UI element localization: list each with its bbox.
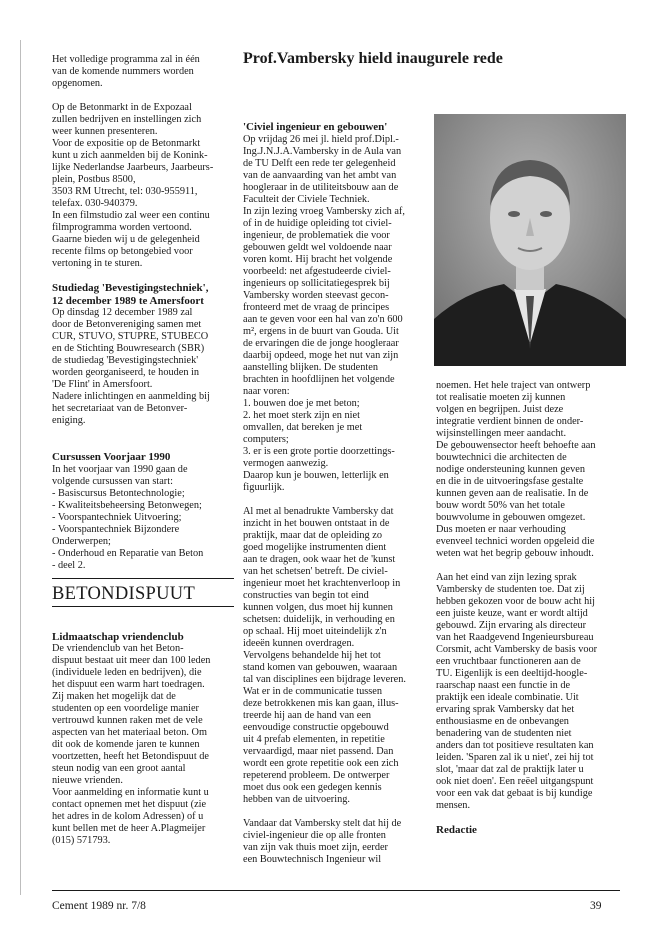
- text-line: Ing.J.N.J.A.Vambersky in de Aula van: [243, 145, 402, 157]
- text-line: CUR, STUVO, STUPRE, STUBECO: [52, 331, 209, 342]
- text-line: ingenieur moet het krachtenverloop in: [243, 577, 401, 589]
- text-line: Voor aanmelding en informatie kunt u: [52, 787, 209, 798]
- text-line: (individuele leden en bedrijven), die: [52, 667, 202, 678]
- text-line: Op de Betonmarkt in de Expozaal: [52, 102, 192, 113]
- article-paragraph-4: [436, 380, 618, 560]
- text-line: leiden. 'Sparen zal ik u niet', zei hij tot: [436, 752, 594, 763]
- text-line: dispuut bestaat uit meer dan 100 leden: [52, 655, 211, 666]
- text-line: kunt bellen met de heer A.Plagmeijer: [52, 823, 206, 834]
- text-line: hebben gekozen voor de bouw acht hij: [436, 596, 595, 607]
- text-line: het dispuut een warm hart toedragen.: [52, 679, 205, 690]
- middle-column: [243, 121, 428, 866]
- text-line: In het voorjaar van 1990 gaan de: [52, 463, 188, 475]
- article-paragraph-5: [436, 572, 618, 812]
- article-subheading: 'Civiel ingenieur en gebouwen': [243, 121, 388, 133]
- text-line: goed mogelijke instrumenten dient: [243, 541, 387, 553]
- text-line: Vervolgens behandelde hij het tot: [243, 649, 381, 661]
- section-heading: BETONDISPUUT: [52, 583, 196, 604]
- lidmaatschap-heading: Lidmaatschap vriendenclub: [52, 630, 184, 643]
- text-line: schetsen: duidelijk, in verhouding en: [243, 613, 395, 625]
- text-line: bouwvolume in gebouwen omgezet.: [436, 512, 586, 523]
- text-line: bouwtechnici die architecten de: [436, 452, 567, 463]
- text-line: telefax. 030-940379.: [52, 198, 138, 209]
- text-line: Onderwerpen;: [52, 535, 111, 547]
- text-line: 3503 RM Utrecht, tel: 030-955911,: [52, 186, 198, 197]
- page-number: 39: [590, 900, 602, 912]
- text-line: - Onderhoud en Reparatie van Beton: [52, 547, 204, 559]
- text-line: slot, 'maar dat zal de praktijk later u: [436, 764, 584, 775]
- text-line: kunt u zich aanmelden bij de Konink-: [52, 150, 208, 161]
- signature: Redactie: [436, 824, 477, 836]
- text-line: vervaardigd, maar niet passend. Dan: [243, 745, 394, 757]
- text-line: ideeën kunnen overdragen.: [243, 637, 355, 649]
- text-line: vermogen aanwezig.: [243, 457, 329, 469]
- text-line: benadering van de studenten niet: [436, 728, 572, 739]
- text-line: weer kunnen presenteren.: [52, 126, 158, 137]
- text-line: wijsinstellingen meer aandacht.: [436, 428, 567, 439]
- text-line: voorbeeld: net afgestudeerde civiel-: [243, 265, 391, 277]
- text-line: kunnen volgen, dus moet hij kunnen: [243, 601, 393, 613]
- text-line: computers;: [243, 433, 289, 445]
- text-line: Op vrijdag 26 mei jl. hield prof.Dipl.-: [243, 133, 399, 145]
- text-line: mensen.: [436, 800, 471, 811]
- text-line: 3. er is een grote portie doorzettings-: [243, 445, 395, 457]
- text-line: steun nodig van een groot aantal: [52, 763, 186, 774]
- betonmarkt-paragraph: [52, 102, 234, 270]
- text-line: kunnen geven aan de realisatie. In de: [436, 488, 589, 499]
- text-line: anders dan tot positieve resultaten kan: [436, 740, 594, 751]
- text-line: lijke Nederlandse Jaarbeurs, Jaarbeurs-: [52, 162, 214, 173]
- text-line: raarschap naast een functie in de: [436, 680, 571, 691]
- text-line: een juiste keuze, want er wordt altijd: [436, 608, 588, 619]
- text-line: en de Stichting Bouwresearch (SBR): [52, 343, 205, 354]
- text-line: filmprogramma worden vertoond.: [52, 222, 192, 233]
- text-line: een vruchtbaar functioneren aan de: [436, 656, 581, 667]
- text-line: Corsmit, acht Vambersky de basis voor: [436, 644, 598, 655]
- text-line: 'De Flint' in Amersfoort.: [52, 379, 153, 390]
- article-paragraph-1: [243, 134, 428, 494]
- text-line: voortzetten, heeft het Betondispuut de: [52, 751, 209, 762]
- text-line: Al met al benadrukte Vambersky dat: [243, 505, 394, 517]
- article-paragraph-2: [243, 506, 428, 806]
- text-line: enthousiasme en de onbevangen: [436, 716, 569, 727]
- text-line: ook niet doen'. Een reëel uitgangspunt: [436, 776, 594, 787]
- text-line: brachten in hoofdlijnen het volgende: [243, 373, 395, 385]
- text-line: In een filmstudio zal weer een continu: [52, 210, 210, 221]
- text-line: (015) 571793.: [52, 835, 111, 846]
- text-line: figuurlijk.: [243, 481, 285, 493]
- text-line: gebouwen geldt wel voldoende naar: [243, 241, 392, 253]
- text-line: stand komen van gebouwen, waaraan: [243, 661, 398, 673]
- text-line: hebben van de uitvoering.: [243, 793, 350, 805]
- text-line: voor een vak dat gebaat is bij kundige: [436, 788, 593, 799]
- text-line: praktijk een ideale combinatie. Uit: [436, 692, 579, 703]
- text-line: repeterend probleem. De ontwerper: [243, 769, 390, 781]
- text-line: van het schetsen' betreft. De civiel-: [243, 565, 388, 577]
- text-line: weten wat het begrip gebouw inhoudt.: [436, 548, 594, 559]
- text-line: Faculteit der Civiele Techniek.: [243, 193, 370, 205]
- text-line: of in de huidige opleiding tot civiel-: [243, 217, 392, 229]
- text-line: - Basiscursus Betontechnologie;: [52, 487, 185, 499]
- text-line: 2. het moet sterk zijn en niet: [243, 409, 360, 421]
- text-line: 1. bouwen doe je met beton;: [243, 397, 360, 409]
- text-line: Daarop kun je bouwen, letterlijk en: [243, 469, 389, 481]
- text-line: Gaarne bieden wij u de gelegenheid: [52, 234, 200, 245]
- text-line: - Voorspantechniek Bijzondere: [52, 523, 180, 535]
- text-line: plein, Postbus 8500,: [52, 174, 136, 185]
- text-line: aanstelling blijken. De studenten: [243, 361, 378, 373]
- text-line: contact opnemen met het dispuut (zie: [52, 799, 207, 810]
- text-line: Vambersky worden steevast gecon-: [243, 289, 389, 301]
- text-line: In zijn lezing vroeg Vambersky zich af,: [243, 205, 405, 217]
- text-line: volgen en begrijpen. Juist deze: [436, 404, 564, 415]
- text-line: Studiedag 'Bevestigingstechniek',: [52, 282, 209, 294]
- text-line: omvallen, dat bereken je met: [243, 421, 363, 433]
- text-line: praktijk, maar dat de opleiding zo: [243, 529, 382, 541]
- article-paragraph-3: [243, 818, 428, 866]
- text-line: tot realisatie moeten zij kunnen: [436, 392, 566, 403]
- text-line: treerde hij aan de hand van een: [243, 709, 372, 721]
- text-line: gebouwd. Zijn ervaring als directeur: [436, 620, 587, 631]
- text-line: uit 4 prefab elementen, in repetitie: [243, 733, 385, 745]
- text-line: nieuwe vrienden.: [52, 775, 123, 786]
- text-line: deze betrokkenen mis kan gaan, illus-: [243, 697, 399, 709]
- text-line: en die in de uitvoeringsfase gestalte: [436, 476, 584, 487]
- cursussen-paragraph: [52, 464, 234, 572]
- text-line: het secretariaat van de Betonver-: [52, 403, 188, 414]
- right-column: [436, 380, 618, 837]
- text-line: van de komende nummers worden: [52, 66, 194, 77]
- text-line: Wat er in de communicatie tussen: [243, 685, 382, 697]
- text-line: vertoning in te sturen.: [52, 258, 143, 269]
- studiedag-paragraph: [52, 307, 234, 427]
- text-line: vertrouwd kunnen raken met de vele: [52, 715, 203, 726]
- text-line: hoogleraar in de utiliteitsbouw aan de: [243, 181, 399, 193]
- text-line: De gebouwensector heeft behoefte aan: [436, 440, 596, 451]
- text-line: civiel-ingenieur die op alle fronten: [243, 829, 386, 841]
- margin-rule: [20, 40, 21, 895]
- lidmaatschap-paragraph: [52, 643, 234, 847]
- text-line: aspecten van het materiaal beton. Om: [52, 727, 207, 738]
- text-line: van het Raadgevend Ingenieursbureau: [436, 632, 594, 643]
- text-line: inzicht in het bouwen ontstaat in de: [243, 517, 390, 529]
- text-line: voren komt. Hij bracht het volgende: [243, 253, 393, 265]
- text-line: de studiedag 'Bevestigingstechniek': [52, 355, 199, 366]
- text-line: ingenieur, de problematiek die voor: [243, 229, 390, 241]
- text-line: Dus moeten er naar verhouding: [436, 524, 566, 535]
- text-line: door de Betonvereniging samen met: [52, 319, 202, 330]
- text-line: aan te geven voor een hal van zo'n 600: [243, 313, 403, 325]
- text-line: daarbij opdeed, moge het nut van zijn: [243, 349, 399, 361]
- text-line: eniging.: [52, 415, 86, 426]
- text-line: TU. Eigenlijk is een deeltijd-hoogle-: [436, 668, 588, 679]
- text-line: wordt een grote repetitie ook een zich: [243, 757, 399, 769]
- text-line: Vandaar dat Vambersky stelt dat hij de: [243, 817, 402, 829]
- text-line: Het volledige programma zal in één: [52, 54, 200, 65]
- text-line: ervaring sprak Vambersky dat het: [436, 704, 575, 715]
- text-line: aan te dragen, ook waar het de 'kunst: [243, 553, 396, 565]
- text-line: Vambersky de studenten toe. Dat zij: [436, 584, 585, 595]
- text-line: van zijn vak thuis moet zijn, eerder: [243, 841, 388, 853]
- text-line: - Kwaliteitsbeheersing Betonwegen;: [52, 499, 202, 511]
- text-line: integratie verdient binnen de onder-: [436, 416, 584, 427]
- text-line: nodige ondersteuning kunnen geven: [436, 464, 585, 475]
- text-line: volgende cursussen van start:: [52, 475, 173, 487]
- footer-rule: [52, 890, 620, 891]
- text-line: Aan het eind van zijn lezing sprak: [436, 572, 577, 583]
- text-line: eenvoudige constructie opgebouwd: [243, 721, 389, 733]
- programma-paragraph: [52, 54, 234, 90]
- text-line: op schaal. Hij moet uiteindelijk z'n: [243, 625, 387, 637]
- text-line: Voor de expositie op de Betonmarkt: [52, 138, 201, 149]
- text-line: worden georganiseerd, te houden in: [52, 367, 200, 378]
- text-line: m², ergens in de buurt van Gouda. Uit: [243, 325, 399, 337]
- text-line: Nadere inlichtingen en aanmelding bij: [52, 391, 210, 402]
- text-line: Op dinsdag 12 december 1989 zal: [52, 307, 193, 318]
- studiedag-heading: [52, 282, 234, 307]
- cursussen-heading: Cursussen Voorjaar 1990: [52, 451, 171, 463]
- article-title: Prof.Vambersky hield inaugurele rede: [243, 50, 503, 67]
- text-line: - deel 2.: [52, 559, 86, 571]
- text-line: bouw wordt 50% van het totale: [436, 500, 565, 511]
- text-line: een Bouwtechnisch Ingenieur wil: [243, 853, 382, 865]
- text-line: noemen. Het hele traject van ontwerp: [436, 380, 591, 391]
- portrait-photo: [434, 114, 626, 366]
- text-line: naar voren:: [243, 385, 290, 397]
- text-line: fronteerd met de vraag de principes: [243, 301, 390, 313]
- text-line: studenten op een voordelige manier: [52, 703, 199, 714]
- footer-journal: Cement 1989 nr. 7/8: [52, 900, 146, 912]
- section-rule-top: [52, 578, 234, 579]
- left-column: [52, 54, 234, 847]
- text-line: de TU Delft een rede ter gelegenheid: [243, 157, 396, 169]
- text-line: tal van disciplines een bijdrage leveren.: [243, 673, 406, 685]
- text-line: constructies van begin tot eind: [243, 589, 369, 601]
- text-line: dit ook de komende jaren te kunnen: [52, 739, 200, 750]
- text-line: de ervaringen die de jonge hoogleraar: [243, 337, 399, 349]
- text-line: De vriendenclub van het Beton-: [52, 643, 184, 654]
- text-line: ingenieurs op sollicitatiegesprek bij: [243, 277, 390, 289]
- text-line: zullen bedrijven en instellingen zich: [52, 114, 202, 125]
- text-line: van de aanvaarding van het ambt van: [243, 169, 397, 181]
- text-line: Zij maken het mogelijk dat de: [52, 691, 176, 702]
- text-line: opgenomen.: [52, 78, 103, 89]
- text-line: 12 december 1989 te Amersfoort: [52, 294, 204, 307]
- text-line: evenveel technici worden opgeleid die: [436, 536, 595, 547]
- text-line: recente films op betongebied voor: [52, 246, 193, 257]
- text-line: het adres in de kolom Adressen) of u: [52, 811, 204, 822]
- text-line: moet dus ook een gedegen kennis: [243, 781, 382, 793]
- text-line: - Voorspantechniek Uitvoering;: [52, 511, 182, 523]
